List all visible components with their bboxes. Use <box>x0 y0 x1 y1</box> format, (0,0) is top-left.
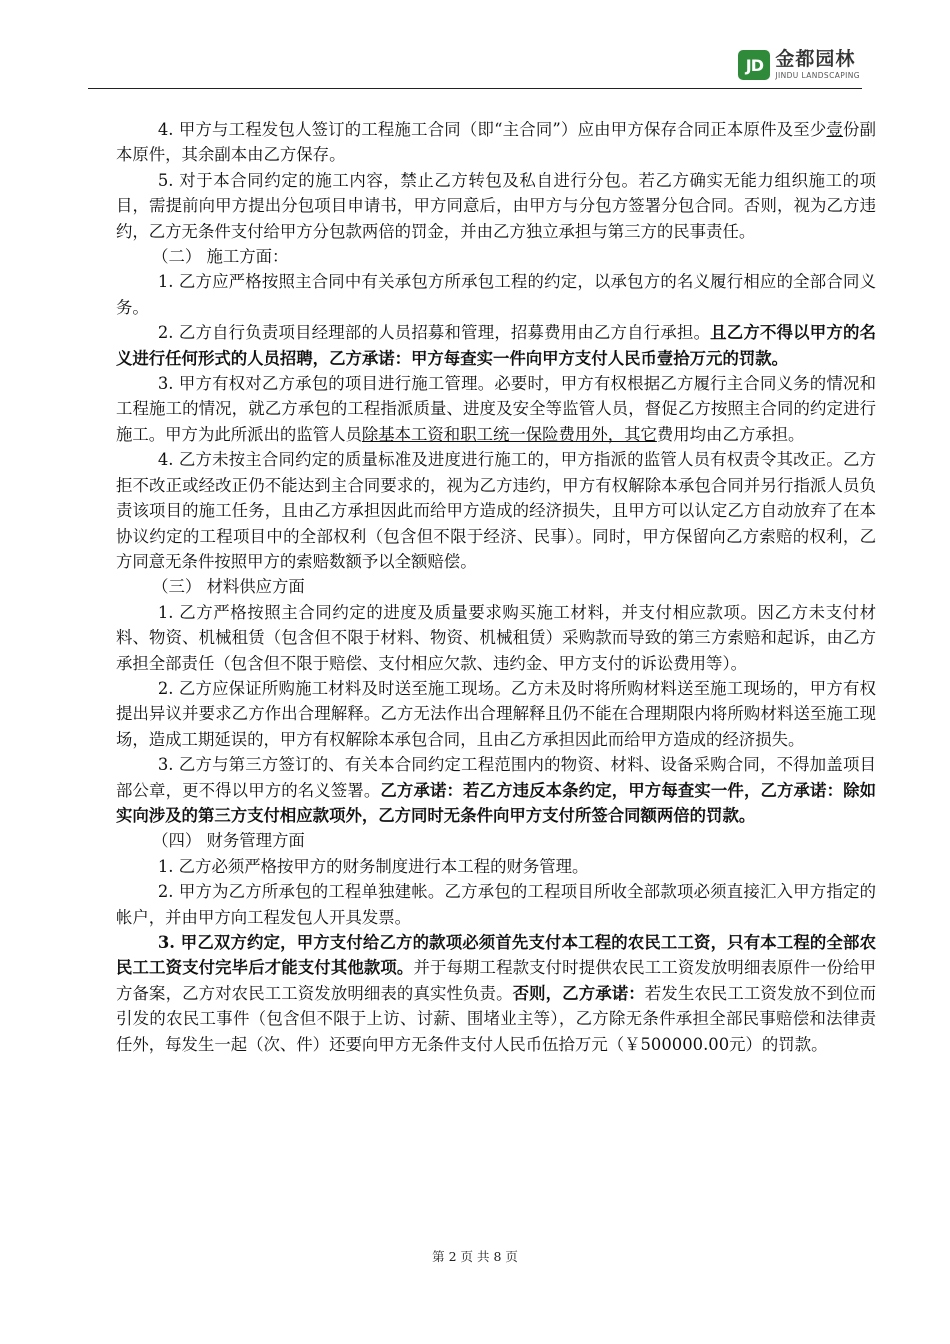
logo-text <box>775 50 860 80</box>
materials-clause-2: 2. 乙方应保证所购施工材料及时送至施工现场。乙方未及时将所购材料送至施工现场的，甲方有权提出异议并要求乙方作出合理解释。乙方无法作出合理解释且仍不能在合理期限内将所购材料送至施工现场，造成工期延误的，甲方有权解除本承包合同，且由乙方承担因此而给甲方造成的经济损失。 <box>116 678 876 749</box>
page-number-footer: 第 2 页 共 8 页 <box>432 1249 518 1264</box>
page-header <box>88 44 862 89</box>
clause-4: 4. 甲方与工程发包人签订的工程施工合同（即“主合同”）应由甲方保存合同正本原件及至少壹份副本原件，其余副本由乙方保存。 <box>116 120 877 165</box>
materials-clause-3: 3. 乙方与第三方签订的、有关本合同约定工程范围内的物资、材料、设备采购合同，不得加盖项目部公章，更不得以甲方的名义签署。乙方承诺：若乙方违反本条约定，甲方每查实一件，乙方承诺：除如实向涉及的第三方支付相应款项外，乙方同时无条件向甲方支付所签合同额两倍的罚款。 <box>116 755 877 825</box>
construction-clause-4: 4. 乙方未按主合同约定的质量标准及进度进行施工的，甲方指派的监管人员有权责令其改正。乙方拒不改正或经改正仍不能达到主合同要求的，视为乙方违约，甲方有权解除本承包合同并另行指派人员负责该项目的施工任务，且由乙方承担因此而给甲方造成的经济损失，且甲方可以认定乙方自动放弃了在本协议约定的工程项目中的全部权利（包含但不限于经济、民事）。同时，甲方保留向乙方索赔的权利，乙方同意无条件按照甲方的索赔数额予以全额赔偿。 <box>116 450 876 571</box>
section-heading-construction: （二） 施工方面： <box>152 247 289 267</box>
section-heading-materials: （三） 材料供应方面 <box>152 577 305 597</box>
finance-clause-1: 1. 乙方必须严格按甲方的财务制度进行本工程的财务管理。 <box>157 856 589 876</box>
construction-clause-1: 1. 乙方应严格按照主合同中有关承包方所承包工程的约定，以承包方的名义履行相应的全部合同义务。 <box>116 272 876 317</box>
company-logo <box>738 50 860 80</box>
finance-clause-2: 2. 甲方为乙方所承包的工程单独建帐。乙方承包的工程项目所收全部款项必须直接汇入甲方指定的帐户，并由甲方向工程发包人开具发票。 <box>116 882 876 927</box>
construction-clause-2: 2. 乙方自行负责项目经理部的人员招募和管理，招募费用由乙方自行承担。且乙方不得以甲方的名义进行任何形式的人员招聘，乙方承诺：甲方每查实一件向甲方支付人民币壹拾万元的罚款。 <box>116 323 876 368</box>
document-body <box>116 117 876 1057</box>
finance-clause-3: 3. 甲乙双方约定，甲方支付给乙方的款项必须首先支付本工程的农民工工资，只有本工程的全部农民工工资支付完毕后才能支付其他款项。并于每期工程款支付时提供农民工工资发放明细表原件一份给甲方备案，乙方对农民工工资发放明细表的真实性负责。否则，乙方承诺：若发生农民工工资发放不到位而引发的农民工事件（包含但不限于上访、讨薪、围堵业主等），乙方除无条件承担全部民事赔偿和法律责任外，每发生一起（次、件）还要向甲方无条件支付人民币伍拾万元（￥500000.00元）的罚款。 <box>116 933 877 1054</box>
logo-english-name: JINDU LANDSCAPING <box>775 71 860 81</box>
construction-clause-3: 3. 甲方有权对乙方承包的项目进行施工管理。必要时，甲方有权根据乙方履行主合同义务的情况和工程施工的情况，就乙方承包的工程指派质量、进度及安全等监管人员，督促乙方按照主合同的约定进行施工。甲方为此所派出的监管人员除基本工资和职工统一保险费用外，其它费用均由乙方承担。 <box>116 374 876 444</box>
section-heading-finance: （四） 财务管理方面 <box>152 831 305 851</box>
logo-mark-icon: JD <box>738 50 770 80</box>
materials-clause-1: 1. 乙方严格按照主合同约定的进度及质量要求购买施工材料，并支付相应款项。因乙方未支付材料、物资、机械租赁（包含但不限于材料、物资、机械租赁）采购款而导致的第三方索赔和起诉，由乙方承担全部责任（包含但不限于赔偿、支付相应欠款、违约金、甲方支付的诉讼费用等）。 <box>116 602 876 673</box>
clause-5: 5. 对于本合同约定的施工内容，禁止乙方转包及私自进行分包。若乙方确实无能力组织施工的项目，需提前向甲方提出分包项目申请书，甲方同意后，由甲方与分包方签署分包合同。否则，视为乙方违约，乙方无条件支付给甲方分包款两倍的罚金，并由乙方独立承担与第三方的民事责任。 <box>116 170 876 241</box>
logo-chinese-name: 金都园林 <box>775 48 856 71</box>
